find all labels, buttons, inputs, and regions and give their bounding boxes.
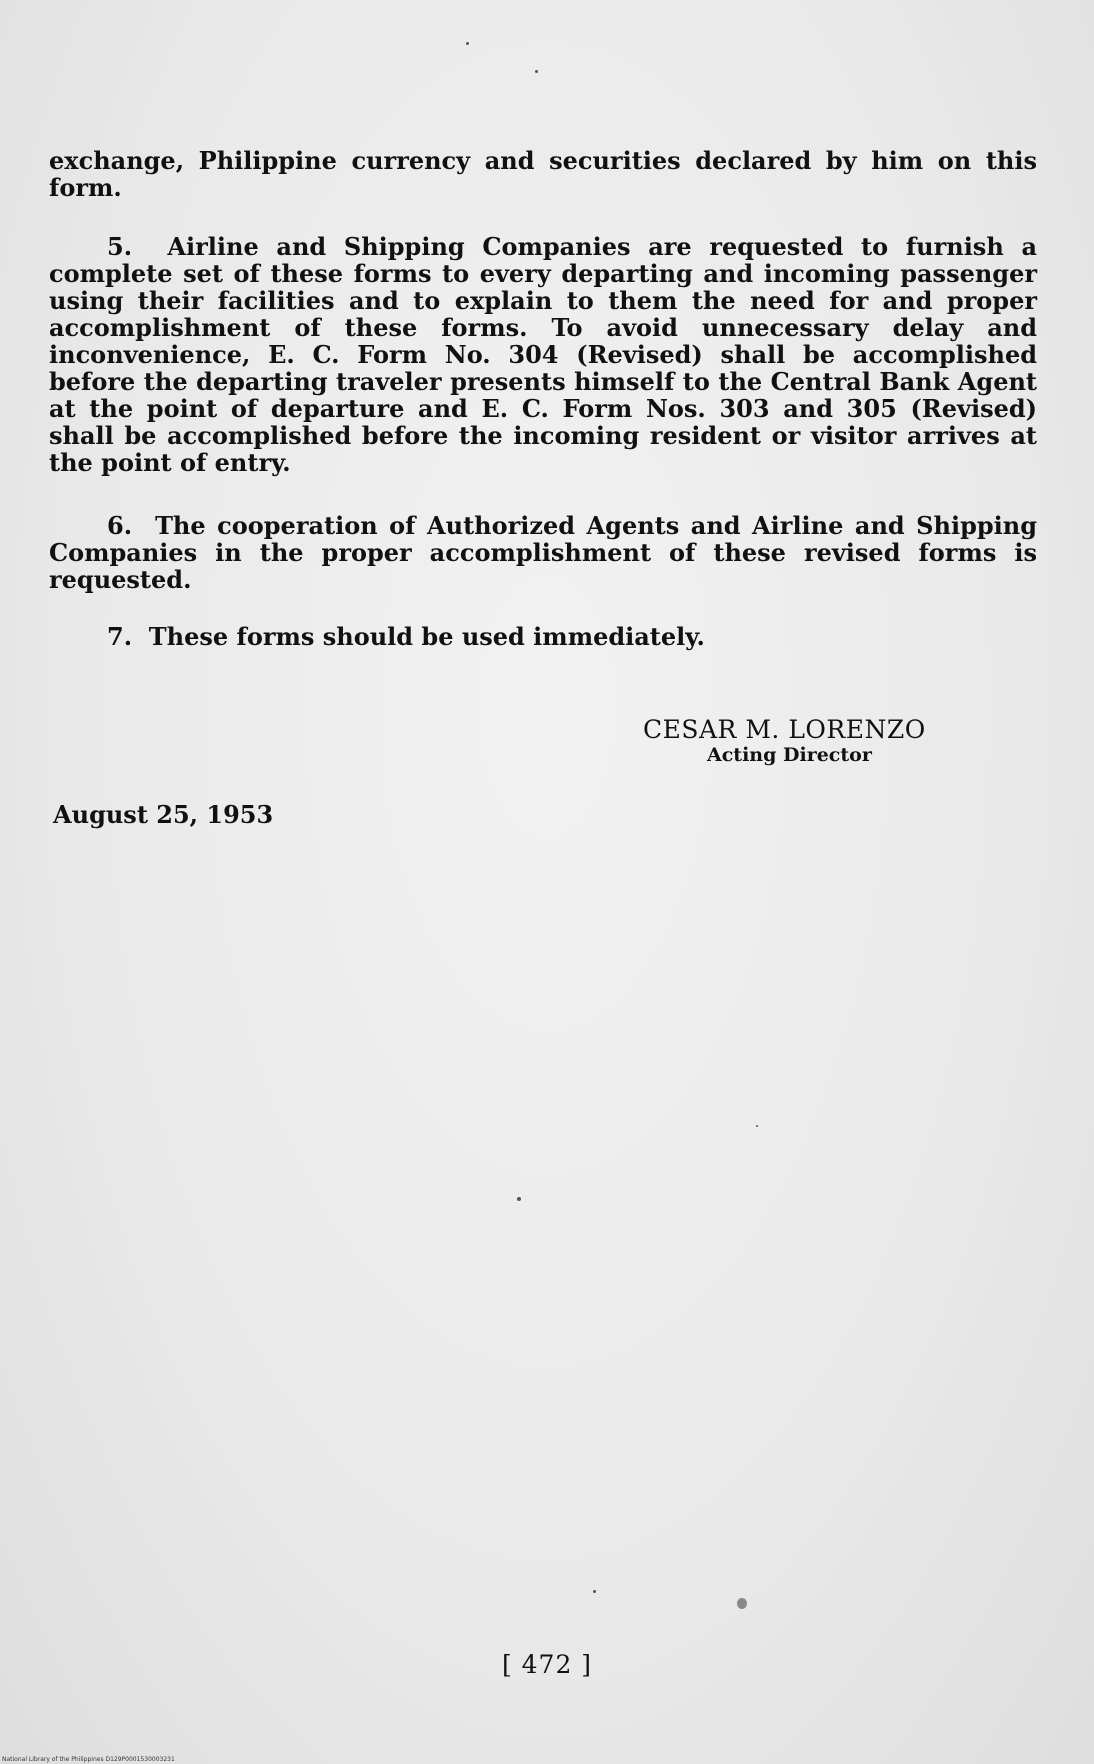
scan-speck bbox=[535, 70, 538, 73]
paragraph-6 bbox=[49, 512, 1037, 593]
paragraph-number: 5. bbox=[107, 232, 133, 261]
paragraph-7 bbox=[49, 623, 1037, 650]
paragraph-number: 6. bbox=[107, 511, 133, 540]
continued-paragraph: exchange, Philippine currency and securities declared by him on this form. bbox=[49, 146, 1037, 202]
paragraph-text: These forms should be used immediately. bbox=[148, 622, 705, 651]
paragraph-text: The cooperation of Authorized Agents and Airline and Shipping Companies in the proper accomplishment of these revised forms is requested. bbox=[49, 511, 1037, 594]
scan-speck bbox=[593, 1590, 596, 1593]
scan-speck bbox=[756, 1125, 758, 1127]
signatory-name: CESAR M. LORENZO bbox=[643, 715, 926, 744]
footer-note: National Library of the Philippines D129P0001530003231 bbox=[2, 1756, 175, 1763]
signatory-title: Acting Director bbox=[707, 744, 872, 766]
signatory-block bbox=[643, 716, 963, 766]
scan-speck bbox=[517, 1197, 521, 1201]
scan-speck bbox=[466, 42, 469, 45]
paragraph-text: Airline and Shipping Companies are requested to furnish a complete set of these forms to every departing and incoming passenger using their facilities and to explain to them the need for and proper accomplishment of these forms. To avoid unnecessary delay and inconvenience, E. C. Form No. 304 (Revised) shall be accomplished before the departing traveler presents himself to the Central Bank Agent at the point of departure and E. C. Form Nos. 303 and 305 (Revised) shall be accomplished before the incoming resident or visitor arrives at the point of entry. bbox=[49, 232, 1037, 477]
paragraph-number: 7. bbox=[107, 622, 133, 651]
document-date: August 25, 1953 bbox=[53, 800, 274, 829]
page-number: [ 472 ] bbox=[501, 1650, 593, 1679]
paragraph-5 bbox=[49, 233, 1037, 476]
scan-speck bbox=[737, 1598, 747, 1609]
